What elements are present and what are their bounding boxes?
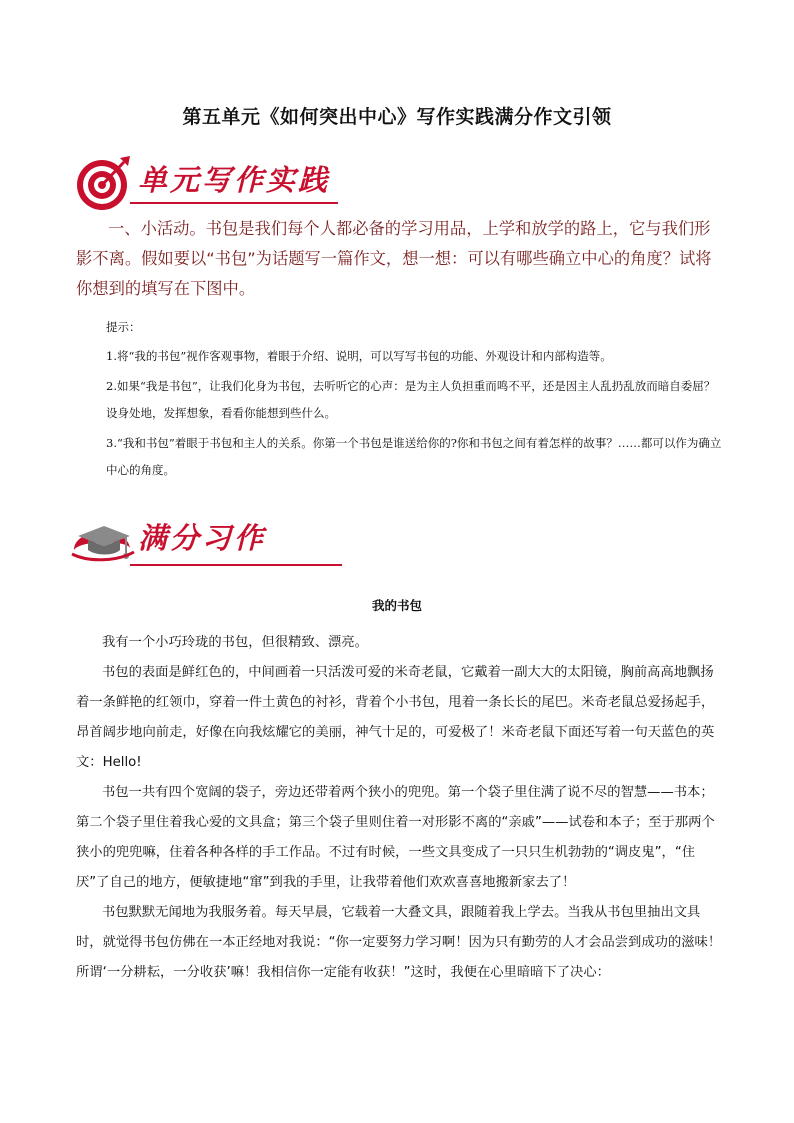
essay-paragraph: 书包一共有四个宽阔的袋子，旁边还带着两个狭小的兜兜。第一个袋子里住满了说不尽的智慧——书本；第二个袋子里住着我心爱的文具盒；第三个袋子里则住着一对形影不离的“亲戚”——试卷和本子；至于那两个狭小的兜兜嘛，住着各种各样的手工作品。不过有时候，一些文具变成了一只只生机勃勃的“调皮鬼”，“住厌”了自己的地方，便敏捷地“窜”到我的手里，让我带着他们欢欢喜喜地搬新家去了！ [76,785,715,890]
target-arrow-icon [68,152,138,214]
hint-label: 提示： [106,320,141,334]
banner-underline [130,564,342,566]
essay-paragraph: 书包默默无闻地为我服务着。每天早晨，它载着一大叠文具，跟随着我上学去。当我从书包里抽出文具时，就觉得书包仿佛在一本正经地对我说：“你一定要努力学习啊！因为只有勤劳的人才会品尝到成功的滋味！所谓‘一分耕耘，一分收获’嘛！我相信你一定能有收获！”这时，我便在心里暗暗下了决心： [76,905,722,980]
essay-body [76,628,724,988]
hint-item: 2.如果“我是书包”，让我们化身为书包，去听听它的心声：是为主人负担重而鸣不平，还是因主人乱扔乱放而暗自委屈？设身处地，发挥想象，看看你能想到些什么。 [106,379,716,420]
banner-underline [130,202,338,204]
hint-item: 3.“我和书包”着眼于书包和主人的关系。你第一个书包是谁送给你的?你和书包之间有着怎样的故事？……都可以作为确立中心的角度。 [106,436,722,477]
section-banner-label: 满分习作 [138,521,267,555]
section-banner-label: 单元写作实践 [138,163,331,197]
document-title: 第五单元《如何突出中心》写作实践满分作文引领 [182,106,612,128]
essay-paragraph: 书包的表面是鲜红色的，中间画着一只活泼可爱的米奇老鼠，它戴着一副大大的太阳镜，胸前高高地飘扬着一条鲜艳的红领巾，穿着一件土黄色的衬衫，背着个小书包，甩着一条长长的尾巴。米奇老鼠总爱扬起手，昂首阔步地向前走，好像在向我炫耀它的美丽，神气十足的，可爱极了！米奇老鼠下面还写着一句天蓝色的英文：Hello! [76,665,715,770]
hint-item: 1.将“我的书包”视作客观事物，着眼于介绍、说明，可以写写书包的功能、外观设计和内部构造等。 [106,349,612,363]
section-banner-full-score-essay [68,510,308,572]
graduation-cap-icon [68,510,138,572]
activity-section [76,214,724,304]
essay-paragraph: 我有一个小巧玲珑的书包，但很精致、漂亮。 [102,635,368,650]
section-banner-writing-practice [68,152,348,214]
activity-paragraph: 一、小活动。书包是我们每个人都必备的学习用品，上学和放学的路上，它与我们形影不离。假如要以“书包”为话题写一篇作文，想一想：可以有哪些确立中心的角度？试将你想到的填写在下图中。 [76,219,712,298]
hint-block [106,314,726,484]
essay-title: 我的书包 [371,598,422,613]
